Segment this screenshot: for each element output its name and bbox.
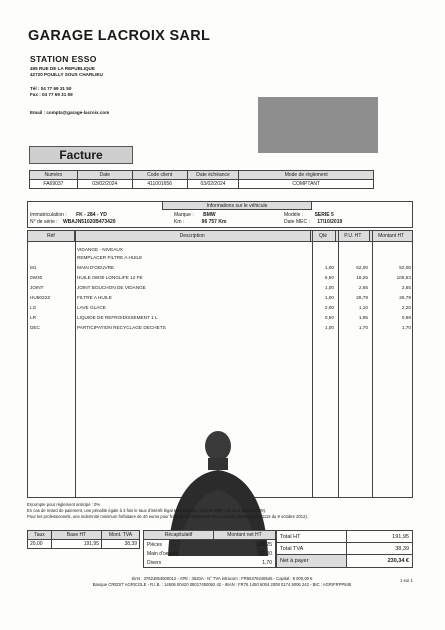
net-a-payer-row: [277, 555, 412, 567]
line-pu: 2,65: [358, 285, 368, 290]
lines-header-row: [28, 231, 412, 242]
vehicle-marque: [174, 212, 216, 218]
line-mt: 105,63: [396, 275, 411, 280]
lines-col-qty: Qté: [311, 231, 337, 241]
vehicle-immat: [30, 212, 107, 218]
table-row: [28, 265, 414, 271]
line-mt: 2,20: [401, 305, 411, 310]
tva-base-value: 191,95: [52, 540, 102, 549]
line-pu: 1,70: [358, 325, 368, 330]
line-ref: M1: [30, 265, 37, 270]
vehicle-modele: [284, 212, 334, 218]
tva-col-taux: Taux: [28, 531, 52, 540]
footer-bank: Banque CREDIT AGRICOLE - R.I.B. : 14506 00420 08017450062 42 - IBAN : FR76 1450 6004 2008 0174 5006 242 - BIC : AGRIFRPP845: [92, 581, 352, 587]
table-row: [28, 295, 414, 301]
line-desc: FILTRE A HUILE: [77, 295, 112, 300]
page-number: 1 sur 1: [400, 578, 413, 583]
line-ref: JOINT: [30, 285, 44, 290]
header-col-date: Date: [77, 171, 132, 180]
line-qty: 1,00: [324, 295, 334, 300]
line-mt: 0,98: [401, 315, 411, 320]
modele-label: Modèle :: [284, 212, 304, 218]
line-pu: 1,10: [358, 305, 368, 310]
recap-table: [143, 530, 276, 568]
km-value: 96 757 Km: [201, 219, 227, 225]
header-col-code-client: Code client: [132, 171, 187, 180]
total-value: 38,39: [395, 545, 409, 552]
footer-siret: Siret : 37624854500012 - APE : 4520A - N° TVA intracom : FR55376248545 - Capital : 8 000,00 €: [131, 576, 313, 581]
table-row: [28, 255, 414, 261]
total-label: Net à payer: [277, 555, 347, 567]
vehicle-mec: [284, 219, 342, 225]
tva-montant-value: 38,39: [102, 540, 140, 549]
total-value: 191,95: [392, 533, 409, 540]
line-mt: 1,70: [401, 325, 411, 330]
recap-value: 138,25: [256, 541, 272, 548]
vehicle-km: [174, 219, 226, 225]
line-qty: 2,00: [324, 305, 334, 310]
totals-table: [276, 530, 413, 568]
document-title: Facture: [29, 146, 133, 164]
recap-row-main-oeuvre: [144, 549, 275, 558]
redacted-address-block: [258, 97, 378, 153]
line-ref: HU6022Z: [30, 295, 51, 300]
address-line-1: 495 RUE DE LA REPUBLIQUE: [30, 66, 95, 71]
vehicle-serie: [30, 219, 116, 225]
company-contact: [30, 86, 73, 97]
table-row: [28, 305, 414, 311]
line-ref: LG: [30, 305, 37, 310]
line-desc: PARTICIPATION RECYCLAGE DECHETS: [77, 325, 166, 330]
line-ref: DEC: [30, 325, 40, 330]
line-mt: 26,79: [399, 295, 411, 300]
recap-row-pieces: [144, 540, 275, 549]
note-line: Pour les professionnels, une indemnité minimum forfaitaire de 40 euros pour frais de recouvrement sera exigible (Décret 2012-1115 du 9 octobre 2012).: [27, 513, 309, 519]
km-label: Km :: [174, 219, 185, 225]
vehicle-info-title: Informations sur le véhicule: [162, 202, 312, 210]
recap-header: [144, 531, 275, 540]
line-mt: 52,00: [399, 265, 411, 270]
line-desc: VIDANGE - NIVEAUX: [77, 247, 123, 252]
table-row: [28, 247, 414, 253]
tva-col-base: Base HT: [52, 531, 102, 540]
line-pu: 52,00: [356, 265, 368, 270]
company-address: [30, 66, 103, 77]
total-ht-row: [277, 531, 412, 543]
immat-value: FK - 284 - YD: [76, 212, 107, 218]
note-line: Escompte pour règlement anticipé : 0%: [27, 502, 101, 507]
line-pu: 16,25: [356, 275, 368, 280]
line-desc: REMPLACER FILTRE A HUILE: [77, 255, 143, 260]
recap-row-divers: [144, 558, 275, 567]
line-pu: 1,95: [358, 315, 368, 320]
header-col-echeance: Date échéance: [187, 171, 239, 180]
legal-footer: [52, 576, 392, 587]
line-qty: 6,50: [324, 275, 334, 280]
header-value-echeance: 03/02/2024: [187, 180, 239, 189]
company-name: GARAGE LACROIX SARL: [28, 28, 211, 44]
recap-value: 52,00: [259, 550, 272, 557]
total-label: Total TVA: [277, 543, 347, 554]
vehicle-info-box: [27, 201, 413, 228]
line-qty: 1,00: [324, 265, 334, 270]
recap-label: Pièces: [147, 541, 163, 548]
table-row: [28, 325, 414, 331]
table-row: [28, 285, 414, 291]
line-ref: 0W30: [30, 275, 43, 280]
line-desc: LAVE GLACE: [77, 305, 106, 310]
lines-col-description: Description: [75, 231, 311, 241]
recap-value: 1,70: [262, 559, 272, 566]
tva-col-montant: Mont. TVA: [102, 531, 140, 540]
line-qty: 1,00: [324, 325, 334, 330]
address-line-2: 42720 POUILLY SOUS CHARLIEU: [30, 71, 103, 77]
payment-notes: [27, 502, 413, 519]
line-ref: LR: [30, 315, 36, 320]
recap-col-label: Récapitulatif: [144, 531, 214, 539]
immat-label: Immatriculation :: [30, 212, 67, 218]
serie-label: N° de série :: [30, 219, 58, 225]
line-qty: 1,00: [324, 285, 334, 290]
recap-label: Main d'oeuvre: [147, 550, 179, 557]
mec-value: 17/10/2019: [317, 219, 343, 225]
invoice-header-table: [29, 170, 374, 189]
marque-value: BMW: [203, 212, 216, 218]
lines-col-ref: Réf: [28, 231, 75, 241]
total-label: Total HT: [277, 531, 347, 542]
company-email: Email : compta@garage-lacroix.com: [30, 110, 110, 115]
mec-label: Date MEC :: [284, 219, 310, 225]
line-desc: HUILE 0W30 LONGLIFE 12 FE: [77, 275, 143, 280]
line-desc: LIQUIDE DE REFROIDISSEMENT 1 L: [77, 315, 158, 320]
phone-number: Tél : 04 77 69 31 50: [30, 86, 72, 91]
tva-taux-value: 20,00: [28, 540, 52, 549]
header-col-reglement: Mode de règlement: [239, 171, 374, 180]
lines-col-montant: Montant HT: [378, 233, 405, 239]
note-line: En cas de retard de paiement, une pénalité égale à 3 fois le taux d'intérêt légal sera exigible (Décret 2009-138 du 9 février 2009).: [27, 507, 267, 513]
header-value-date: 03/02/2024: [77, 180, 132, 189]
line-desc: JOINT BOUCHON DE VIDANGE: [77, 285, 146, 290]
tva-table: [27, 530, 140, 549]
recap-label: Divers: [147, 559, 162, 566]
marque-label: Marque :: [174, 212, 194, 218]
table-row: [28, 315, 414, 321]
header-value-numero: FA69037: [30, 180, 78, 189]
recap-col-value: Montant net HT: [227, 532, 262, 538]
net-a-payer-value: 230,34 €: [387, 558, 409, 564]
line-desc: MAIN D'OEUVRE: [77, 265, 115, 270]
station-name: STATION ESSO: [30, 54, 97, 64]
header-value-reglement: COMPTANT: [239, 180, 374, 189]
fax-number: Fax : 04 77 69 31 59: [30, 91, 73, 97]
line-mt: 2,65: [401, 285, 411, 290]
table-row: [28, 275, 414, 281]
modele-value: SERIE 5: [314, 212, 334, 218]
header-col-numero: Numéro: [30, 171, 78, 180]
serie-value: WBAJN51020B473420: [62, 219, 116, 225]
line-qty: 0,50: [324, 315, 334, 320]
header-value-code-client: 411001656: [132, 180, 187, 189]
line-pu: 26,79: [356, 295, 368, 300]
total-tva-row: [277, 543, 412, 555]
lines-col-pu: P.U. HT: [336, 231, 370, 241]
